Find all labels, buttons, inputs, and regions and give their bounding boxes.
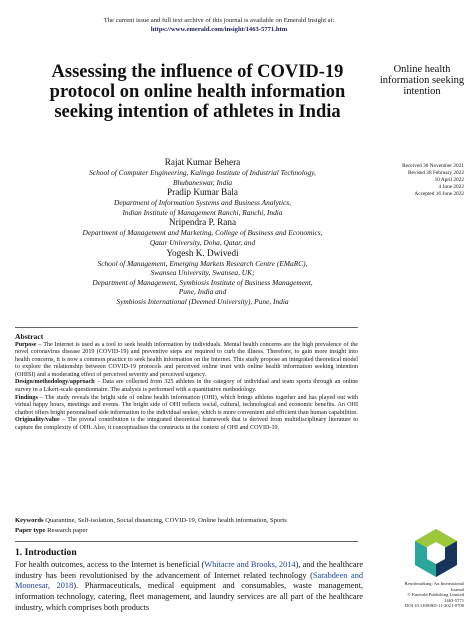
author-affiliation: Department of Management, Symbiosis Institute of Business Management, [92, 277, 313, 287]
abstract-originality [15, 417, 358, 432]
abstract-text: – The pivotal contribution is the integrated theoretical framework that is derived from multidisciplinary literature to capture the complexity of OHI. Also, it conceptualises the constructs in the context of OHI and COVID-19. [15, 417, 358, 431]
emerald-logo-icon [411, 527, 461, 577]
paper-type [15, 526, 358, 536]
citation-link[interactable]: Sarabdeen and Moonesar, 2018 [15, 570, 364, 591]
author-name: Pradip Kumar Bala [167, 187, 238, 198]
introduction-heading: 1. Introduction [15, 547, 77, 558]
abstract-purpose [15, 342, 358, 379]
keywords [15, 516, 358, 526]
author-list [15, 157, 390, 307]
paper-type-text: Research paper [45, 526, 88, 534]
divider-bottom [15, 541, 358, 542]
abstract-label: Purpose [15, 341, 37, 348]
abstract-text: – The Internet is used as a tool to seek health information by individuals. Mental health concerns are the high prevalence of the novel coronavirus disease 2019 (COVID-19) and preventive steps are required to curb the illness. Therefore, to gain more insight into health concerns, it is now a common practice to seek health information on the Internet. This study propose an integrated theoretical model to explore the relationship between COVID-19 protocols and perceived online trust with online health information seeking intention (OHISI) and a moderating effect of perceived severity and perceived urgency. [15, 341, 358, 378]
date-accepted: Accepted 16 June 2022 [414, 191, 464, 197]
author-affiliation: Pune, India and [178, 287, 227, 297]
article-title: Assessing the influence of COVID-19 protocol on online health information seeking intention of athletes in India [49, 62, 346, 122]
paper-type-label: Paper type [15, 526, 46, 534]
date-revised-1: Revised 28 February 2022 [407, 170, 464, 176]
author-affiliation: School of Computer Engineering, Kalinga Institute of Industrial Technology, [89, 168, 316, 177]
running-side-title: Online health information seeking intention [379, 64, 465, 97]
author-name: Nripendra P. Rana [168, 217, 237, 228]
author-affiliation: Department of Management and Marketing, College of Business and Economics, [82, 228, 323, 238]
keywords-block [15, 516, 358, 536]
abstract-text: – The study reveals the bright side of online health information (OHI), which brings athletes together and has played out with virtual happy hours, meetings and events. The bright side of OHI reflects social, cultural, technological and economic benefits. An OHI chatbot offers bright personalised side information to the individual seeker, which is more convenient and efficient than human capabilities. [15, 394, 358, 416]
introduction-section [15, 548, 363, 614]
archive-notice-text: The current issue and full text archive of this journal is available on Emerald Insight at: [103, 17, 335, 24]
author-affiliation: Bhubaneswar, India [172, 177, 233, 187]
citation-link[interactable]: Whitacre and Brooks, 2014 [204, 559, 296, 569]
publisher: © Emerald Publishing Limited [407, 592, 464, 598]
abstract-label: Findings [15, 394, 38, 401]
journal-url-link[interactable]: https://www.emerald.com/insight/1463-5771.htm [150, 26, 288, 33]
intro-text: For health outcomes, access to the Internet is beneficial ( [15, 559, 205, 569]
abstract [15, 333, 358, 433]
date-revised-3: 4 June 2022 [438, 184, 464, 190]
abstract-heading: Abstract [15, 332, 44, 341]
issn: 1463-5771 [444, 597, 464, 603]
author-affiliation: Symbiosis International (Deemed University), Pune, India [116, 296, 289, 306]
introduction-paragraph [15, 560, 363, 614]
author-affiliation: Indian Institute of Management Ranchi, Ranchi, India [122, 207, 283, 217]
author-affiliation: Qatar University, Doha, Qatar, and [149, 237, 256, 247]
archive-notice [93, 16, 345, 34]
author-affiliation: School of Management, Emerging Markets Research Centre (EMaRC), [97, 258, 308, 268]
intro-text: ), and the healthcare industry has been revolutionised by the advancement of Internet related technology ( [15, 559, 363, 580]
journal-name: Benchmarking: An International [404, 581, 464, 586]
abstract-label: Originality/value [15, 417, 60, 424]
divider-top [15, 327, 358, 328]
keywords-label: Keywords [15, 517, 44, 524]
intro-text: ). Pharmaceuticals, medical equipment and consumables, waste management, information technology, catering, fleet management, and laundry services are all part of the healthcare industry, which comprises both products [15, 581, 363, 612]
author-name: Rajat Kumar Behera [164, 157, 241, 167]
author-name: Yogesh K. Dwivedi [166, 247, 239, 258]
abstract-text: – Data are collected from 325 athletes in the category of individual and team sports through an online survey in a Likert-scale questionnaire. The analysis is performed with a quantitative methodology. [15, 379, 358, 393]
doi-link[interactable]: DOI 10.1108/BIJ-11-2021-0700 [404, 603, 464, 609]
author-affiliation: Swansea University, Swansea, UK; [150, 268, 255, 278]
abstract-design [15, 379, 358, 394]
publication-info [376, 581, 464, 609]
author-affiliation: Department of Information Systems and Business Analytics, [113, 198, 292, 208]
abstract-label: Design/methodology/approach [15, 379, 95, 386]
date-revised-2: 10 April 2022 [434, 177, 464, 183]
date-received: Received 30 November 2021 [402, 163, 464, 169]
abstract-findings [15, 395, 358, 417]
keywords-text: Quarantine, Self-isolation, Social distancing, COVID-19, Online health information, Sports [43, 517, 287, 524]
journal-name-cont: Journal [450, 586, 464, 592]
